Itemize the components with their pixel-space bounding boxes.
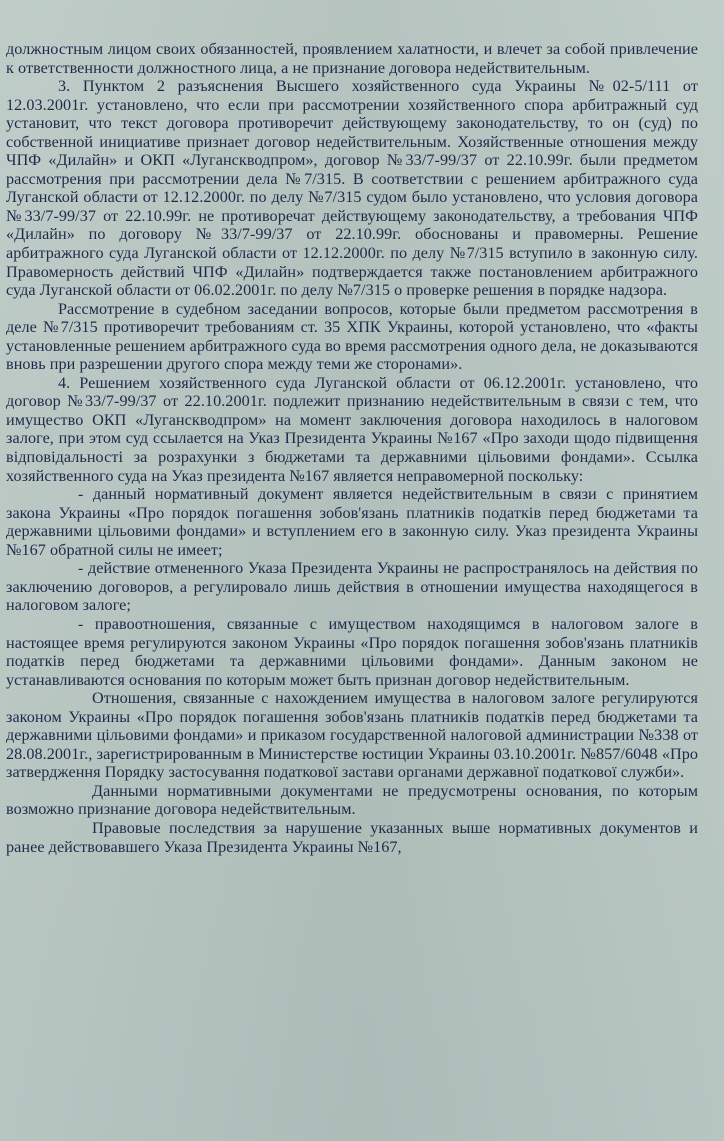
list-item-legal-relations: - правоотношения, связанные с имуществом находящимся в налоговом залоге в настоящее время регулируются законом Украины «Про порядок погашення зобов'язань платників податків перед бюджетами та державними цільовими фондами». Данным законом не устанавливаются основания по которым может быть признан договор недействительным. xyxy=(6,614,698,689)
paragraph-no-grounds: Данными нормативными документами не предусмотрены основания, по которым возможно признание договора недействительным. xyxy=(6,781,698,819)
list-item-decree-scope: - действие отмененного Указа Президента Украины не распространялось на действия по заключению договоров, а регулировало лишь действия в отношении имущества находящегося в налоговом залоге; xyxy=(6,559,698,615)
paragraph-item-4: 4. Решением хозяйственного суда Луганской области от 06.12.2001г. установлено, что договор №33/7-99/37 от 22.10.2001г. подлежит признанию недействительным в связи с тем, что имущество ОКП «Луганскводпром» на момент заключения договора находилось в налоговом залоге, при этом суд ссылается на Указ Президента Украины №167 «Про заходи щодо підвищення відповідальності за розрахунки з бюджетами та державними цільовими фондами». Ссылка хозяйственного суда на Указ президента №167 является неправомерной поскольку: xyxy=(6,373,698,485)
paragraph-consequences: Правовые последствия за нарушение указанных выше нормативных документов и ранее действовавшего Указа Президента Украины №167, xyxy=(6,818,698,856)
paragraph-item-3: 3. Пунктом 2 разъяснения Высшего хозяйственного суда Украины №02-5/111 от 12.03.2001г. установлено, что если при рассмотрении хозяйственного спора арбитражный суд установит, что текст договора противоречит действующему законодательству, то он (суд) по собственной инициативе признает договор недействительным. Хозяйственные отношения между ЧПФ «Дилайн» и ОКП «Луганскводпром», договор №33/7-99/37 от 22.10.99г. были предметом рассмотрения при рассмотрении дела №7/315. В соответствии с решением арбитражного суда Луганской области от 12.12.2000г. по делу №7/315 судом было установлено, что условия договора №33/7-99/37 от 22.10.99г. не противоречат действующему законодательству, а требования ЧПФ «Дилайн» по договору №33/7-99/37 от 22.10.99г. обоснованы и правомерны. Решение арбитражного суда Луганской области от 12.12.2000г. по делу №7/315 вступило в законную силу. Правомерность действий ЧПФ «Дилайн» подтверждается также постановлением арбитражного суда Луганской области от 06.02.2001г. по делу №7/315 о проверке решения в порядке надзора. xyxy=(6,77,698,300)
list-item-invalid-document: - данный нормативный документ является недействительным в связи с принятием закона Украины «Про порядок погашення зобов'язань платників податків перед бюджетами та державними цільовими фондами» и вступлением его в законную силу. Указ президента Украины №167 обратной силы не имеет; xyxy=(6,485,698,559)
paragraph-relations: Отношения, связанные с нахождением имущества в налоговом залоге регулируются законом Украины «Про порядок погашення зобов'язань платників податків перед бюджетами та державними цільовими фондами» и приказом государственной налоговой администрации №338 от 28.08.2001г., зарегистрированным в Министерстве юстиции Украины 03.10.2001г. №857/6048 «Про затвердження Порядку застосування податкової застави органами державної податкової служби». xyxy=(6,689,698,782)
paragraph-continuation: должностным лицом своих обязанностей, проявлением халатности, и влечет за собой привлечение к ответственности должностного лица, а не признание договора недействительным. xyxy=(6,40,698,77)
paragraph-consideration: Рассмотрение в судебном заседании вопросов, которые были предметом рассмотрения в деле №7/315 противоречит требованиям ст. 35 ХПК Украины, которой установлено, что «факты установленные решением арбитражного суда во время рассмотрения одного дела, не доказываются вновь при разрешении другого спора между теми же сторонами». xyxy=(6,299,698,374)
